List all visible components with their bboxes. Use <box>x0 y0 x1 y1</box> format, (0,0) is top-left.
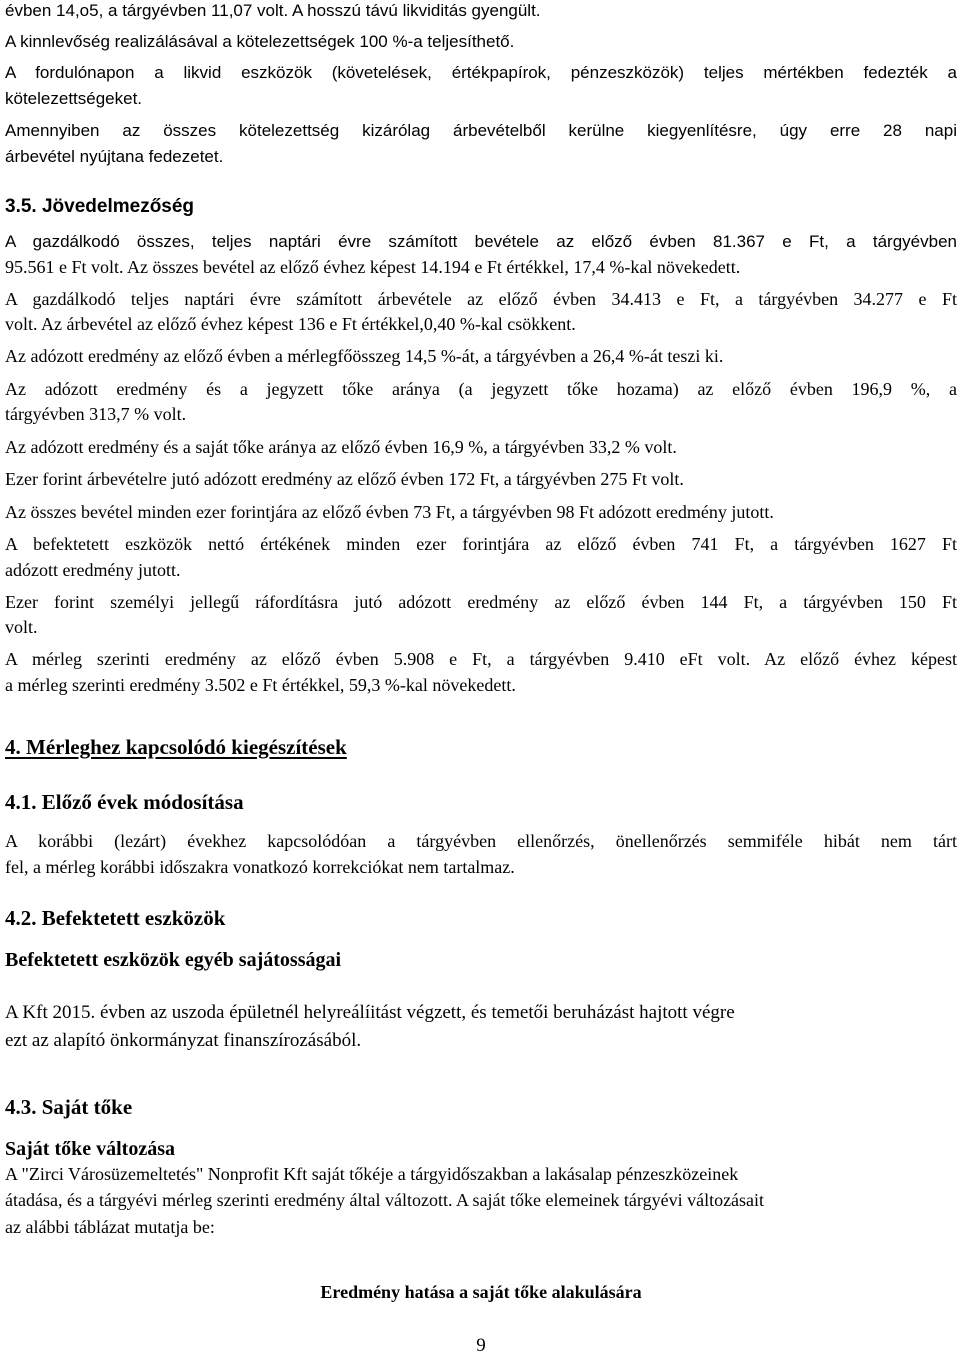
section-4-1-p1b: fel, a mérleg korábbi időszakra vonatkozó korrekciókat nem tartalmaz. <box>5 857 515 877</box>
section-3-5-p10b: a mérleg szerinti eredmény 3.502 e Ft értékkel, 59,3 %-kal növekedett. <box>5 675 516 695</box>
section-3-5-p2a: A gazdálkodó teljes naptári évre számított árbevétele az előző évben 34.413 e Ft, a tárgyévben 34.277 e Ft <box>5 289 957 309</box>
document-page <box>5 0 957 1358</box>
intro-line-4b: árbevétel nyújtana fedezetet. <box>5 147 224 166</box>
section-3-5-p4b: tárgyévben 313,7 % volt. <box>5 404 187 424</box>
page-number: 9 <box>476 1335 486 1356</box>
section-3-5-heading: 3.5. Jövedelmezőség <box>5 196 195 217</box>
section-3-5-p4a: Az adózott eredmény és a jegyzett tőke aránya (a jegyzett tőke hozama) az előző évben 196,9 %, a <box>5 379 957 399</box>
section-3-5-p8a: A befektetett eszközök nettó értékének minden ezer forintjára az előző évben 741 Ft, a tárgyévben 1627 Ft <box>5 534 957 554</box>
section-4-2-heading: 4.2. Befektetett eszközök <box>5 906 226 930</box>
section-3-5-p5: Az adózott eredmény és a saját tőke aránya az előző évben 16,9 %, a tárgyévben 33,2 % volt. <box>5 437 677 457</box>
section-4-2-p1b: ezt az alapító önkormányzat finanszírozásából. <box>5 1030 362 1051</box>
section-3-5-p8b: adózott eredmény jutott. <box>5 560 181 580</box>
section-4-3-heading: 4.3. Saját tőke <box>5 1095 133 1119</box>
table-title: Eredmény hatása a saját tőke alakulására <box>320 1282 642 1302</box>
section-3-5-p2b: volt. Az árbevétel az előző évhez képest 136 e Ft értékkel,0,40 %-kal csökkent. <box>5 314 576 334</box>
section-3-5-p3: Az adózott eredmény az előző évben a mérlegfőösszeg 14,5 %-át, a tárgyévben a 26,4 %-át teszi ki. <box>5 346 724 366</box>
section-3-5-p9b: volt. <box>5 617 38 637</box>
section-4-3-p1a: A "Zirci Városüzemeltetés" Nonprofit Kft saját tőkéje a tárgyidőszakban a lakásalap pénzeszközeinek <box>5 1164 739 1184</box>
intro-line-3a: A fordulónapon a likvid eszközök (követelések, értékpapírok, pénzeszközök) teljes mértékben fedezték a <box>5 63 957 82</box>
intro-line-2: A kinnlevőség realizálásával a kötelezettségek 100 %-a teljesíthető. <box>5 32 515 51</box>
intro-line-3b: kötelezettségeket. <box>5 89 143 108</box>
section-4-2-p1a: A Kft 2015. évben az uszoda épületnél helyreálíitást végzett, és temetői beruházást hajtott végre <box>5 1002 735 1023</box>
section-4-3-p1c: az alábbi táblázat mutatja be: <box>5 1217 215 1237</box>
intro-line-1: évben 14,o5, a tárgyévben 11,07 volt. A hosszú távú likviditás gyengült. <box>5 1 541 20</box>
section-3-5-p6: Ezer forint árbevételre jutó adózott eredmény az előző évben 172 Ft, a tárgyévben 275 Ft volt. <box>5 469 684 489</box>
section-4-3-subheading: Saját tőke változása <box>5 1138 175 1160</box>
section-3-5-p1b: 95.561 e Ft volt. Az összes bevétel az előző évhez képest 14.194 e Ft értékkel, 17,4 %-kal növekedett. <box>5 257 741 277</box>
section-3-5-p9a: Ezer forint személyi jellegű ráfordításra jutó adózott eredmény az előző évben 144 Ft, a tárgyévben 150 Ft <box>5 592 957 612</box>
section-4-1-p1a: A korábbi (lezárt) évekhez kapcsolódóan a tárgyévben ellenőrzés, önellenőrzés semmiféle hibát nem tárt <box>5 831 957 851</box>
section-3-5-p1a: A gazdálkodó összes, teljes naptári évre számított bevétele az előző évben 81.367 e Ft, a tárgyévben <box>5 232 957 251</box>
intro-line-4a: Amennyiben az összes kötelezettség kizárólag árbevételből kerülne kiegyenlítésre, úgy erre 28 napi <box>5 121 957 140</box>
section-4-2-subheading: Befektetett eszközök egyéb sajátosságai <box>5 949 342 971</box>
section-3-5-p10a: A mérleg szerinti eredmény az előző évben 5.908 e Ft, a tárgyévben 9.410 eFt volt. Az előző évhez képest <box>5 649 957 669</box>
section-4-heading: 4. Mérleghez kapcsolódó kiegészítések <box>5 735 347 759</box>
section-4-3-p1b: átadása, és a tárgyévi mérleg szerinti eredmény által változott. A saját tőke elemeinek tárgyévi változásait <box>5 1190 765 1210</box>
section-4-1-heading: 4.1. Előző évek módosítása <box>5 790 244 814</box>
section-3-5-p7: Az összes bevétel minden ezer forintjára az előző évben 73 Ft, a tárgyévben 98 Ft adózott eredmény jutott. <box>5 502 774 522</box>
